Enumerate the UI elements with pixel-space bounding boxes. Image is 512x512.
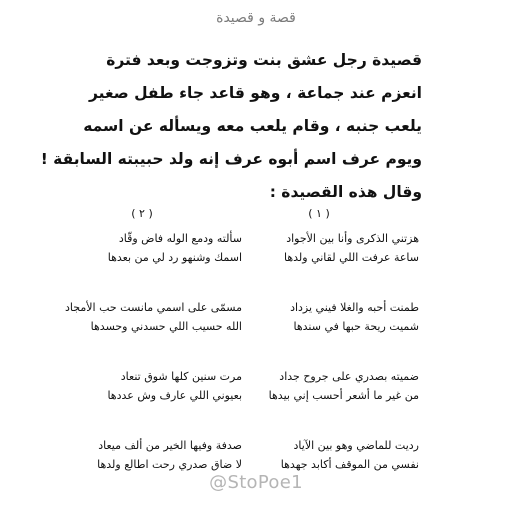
- verse: صدفة وفيها الخير من ألف ميعاد: [98, 439, 242, 452]
- verse: مرت سنين كلها شوق تنعاد: [120, 370, 242, 383]
- verse: بعيوني اللي عارف وش عددها: [107, 389, 242, 402]
- column-number: ( ٢ ): [131, 207, 153, 220]
- verse: مسمّى على اسمي مانست حب الأمجاد: [65, 301, 242, 314]
- stanza: [219, 436, 419, 505]
- verse: سألته ودمع الوله فاض وقّاد: [118, 232, 242, 245]
- verse: من غير ما أشعر أحسب إني بيدها: [268, 389, 419, 402]
- verse: ضميته بصدري على جروح جداد: [279, 370, 419, 383]
- intro-line: يلعب جنبه ، وقام يلعب معه ويسأله عن اسمه: [83, 117, 422, 135]
- intro-line: قصيدة رجل عشق بنت وتزوجت وبعد فترة: [106, 51, 422, 69]
- verse: شميت ريحة حبها في سندها: [293, 320, 419, 333]
- column-number: ( ١ ): [308, 207, 330, 220]
- stanza: [42, 298, 242, 367]
- intro-line: ويوم عرف اسم أبوه عرف إنه ولد حبيبته السابقة !: [40, 150, 422, 168]
- stanza: [42, 229, 242, 298]
- verse: لا ضاق صدري رحت اطالع ولدها: [97, 458, 242, 471]
- stanza: [42, 367, 242, 436]
- verse: ساعة عرفت اللي لقاني ولدها: [283, 251, 419, 264]
- poem-column-2: [42, 207, 242, 505]
- stanza: [219, 229, 419, 298]
- stanza: [219, 298, 419, 367]
- verse: الله حسيب اللي حسدني وحسدها: [90, 320, 242, 333]
- intro-line: انعزم عند جماعة ، وهو قاعد جاء طفل صغير: [89, 84, 422, 102]
- intro-line: وقال هذه القصيدة :: [269, 183, 422, 201]
- verse: نفسي من الموقف أكابد جهدها: [280, 458, 419, 471]
- poem-column-1: [219, 207, 419, 505]
- verse: هزتني الذكرى وأنا بين الأجواد: [286, 232, 419, 245]
- watermark-handle: @StoPoe1: [209, 472, 303, 493]
- story-intro: [40, 44, 422, 209]
- verse: طمنت أحبه والغلا فيني يزداد: [290, 301, 419, 314]
- stanza: [42, 436, 242, 505]
- page-title: قصة و قصيدة: [216, 10, 296, 26]
- verse: رديت للماضي وهو بين الآياد: [293, 439, 419, 452]
- verse: اسمك وشنهو رد لي من بعدها: [107, 251, 242, 264]
- stanza: [219, 367, 419, 436]
